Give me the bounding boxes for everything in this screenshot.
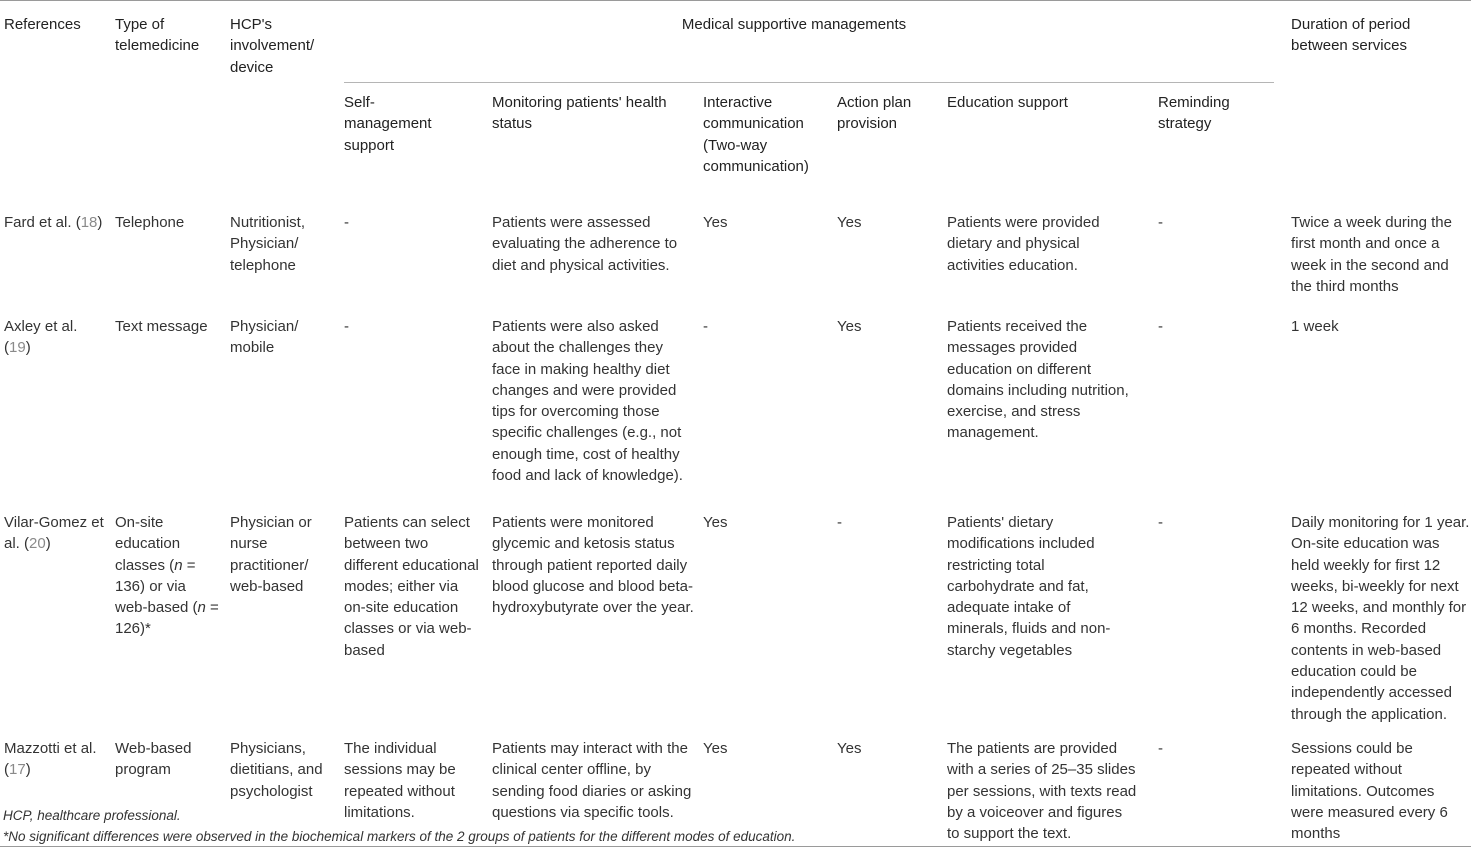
cell-education: Patients' dietary modifications included restricting total carbohydrate and fat, adequate intake of minerals, fluids and non-starchy vegetables	[947, 514, 1111, 659]
cell-hcp: Nutritionist, Physician/ telephone	[230, 214, 306, 274]
col-header-duration: Duration of period between services	[1291, 16, 1411, 55]
cell-type: On-site education classes (n = 136) or via web-based (n = 126)*	[115, 514, 219, 638]
table-row	[0, 199, 1471, 303]
cell-action: Yes	[837, 214, 862, 231]
table-row	[0, 499, 1471, 725]
col-header-reminding: Reminding strategy	[1158, 94, 1230, 133]
reference-link[interactable]: 17	[9, 761, 26, 779]
col-header-type: Type of telemedicine	[115, 16, 200, 55]
cell-reminding: -	[1158, 214, 1163, 231]
cell-type: Text message	[115, 318, 208, 335]
col-header-references: References	[4, 16, 81, 33]
cell-duration: Sessions could be repeated without limitations. Outcomes were measured every 6 months	[1291, 725, 1471, 847]
cell-interactive: -	[703, 318, 708, 335]
col-header-monitoring: Monitoring patients' health status	[492, 94, 667, 133]
col-header-education: Education support	[947, 94, 1068, 111]
reference-link[interactable]: 20	[29, 535, 46, 553]
cell-duration: Daily monitoring for 1 year. On-site education was held weekly for first 12 weeks, bi-weekly for next 12 weeks, and monthly for 6 months. Recorded contents in web-based education could be independently accessed through the application.	[1291, 514, 1470, 723]
cell-reference: Vilar-Gomez et al. (20)	[4, 514, 104, 553]
cell-action: Yes	[837, 318, 862, 335]
cell-duration: 1 week	[1291, 318, 1339, 335]
cell-reminding: -	[1158, 725, 1274, 847]
col-header-action: Action plan provision	[837, 94, 912, 133]
cell-self: -	[344, 318, 349, 335]
cell-education: The patients are provided with a series of 25–35 slides per sessions, with texts read by a voiceover and figures to support the text.	[947, 725, 1158, 847]
col-header-hcp: HCP's involvement/ device	[230, 16, 315, 76]
cell-interactive: Yes	[703, 725, 837, 847]
cell-education: Patients were provided dietary and physical activities education.	[947, 214, 1100, 274]
cell-type: Telephone	[115, 214, 185, 231]
cell-monitoring: Patients were assessed evaluating the adherence to diet and physical activities.	[492, 214, 678, 274]
col-header-group: Medical supportive managements	[344, 1, 1274, 83]
cell-reference: Mazzotti et al. (17)	[0, 725, 115, 847]
cell-hcp: Physicians, dietitians, and psychologist	[230, 725, 344, 847]
col-header-self: Self-management support	[344, 94, 432, 154]
cell-education: Patients received the messages provided education on different domains including nutrition, exercise, and stress management.	[947, 318, 1129, 442]
cell-duration: Twice a week during the first month and once a week in the second and the third months	[1291, 214, 1452, 295]
cell-monitoring: Patients were also asked about the challenges they face in making healthy diet changes and were provided tips for overcoming those specific challenges (e.g., not enough time, cost of healthy food and lack of knowledge).	[492, 318, 683, 485]
cell-reminding: -	[1158, 318, 1163, 335]
cell-action: -	[837, 514, 842, 531]
cell-self: -	[344, 214, 349, 231]
header-gap	[1274, 1, 1291, 200]
footnote-abbreviation: HCP, healthcare professional.	[3, 808, 181, 823]
reference-link[interactable]: 19	[9, 339, 26, 357]
cell-monitoring: Patients were monitored glycemic and ketosis status through patient reported daily blood glucose and blood beta-hydroxybutyrate over the year.	[492, 514, 694, 617]
cell-hcp: Physician/ mobile	[230, 318, 299, 357]
cell-reference: Fard et al. (18)	[4, 214, 103, 231]
table-row	[0, 303, 1471, 499]
cell-self: Patients can select between two different educational modes; either via on-site education classes or via web-based	[344, 514, 479, 659]
cell-interactive: Yes	[703, 214, 728, 231]
reference-link[interactable]: 18	[80, 214, 98, 231]
col-header-interactive: Interactive communication (Two-way communication)	[703, 94, 809, 175]
cell-action: Yes	[837, 725, 947, 847]
cell-interactive: Yes	[703, 514, 728, 531]
cell-self: The individual sessions may be repeated without limitations.	[344, 725, 492, 847]
footnote-note: *No significant differences were observed in the biochemical markers of the 2 groups of patients for the different modes of education.	[3, 829, 796, 844]
cell-reference: Axley et al. (19)	[4, 318, 78, 357]
cell-hcp: Physician or nurse practitioner/ web-based	[230, 514, 312, 595]
cell-monitoring: Patients may interact with the clinical center offline, by sending food diaries or asking questions via specific tools.	[492, 725, 703, 847]
cell-reminding: -	[1158, 514, 1163, 531]
cell-type: Web-based program	[115, 725, 230, 847]
header-row-1	[0, 1, 1471, 83]
